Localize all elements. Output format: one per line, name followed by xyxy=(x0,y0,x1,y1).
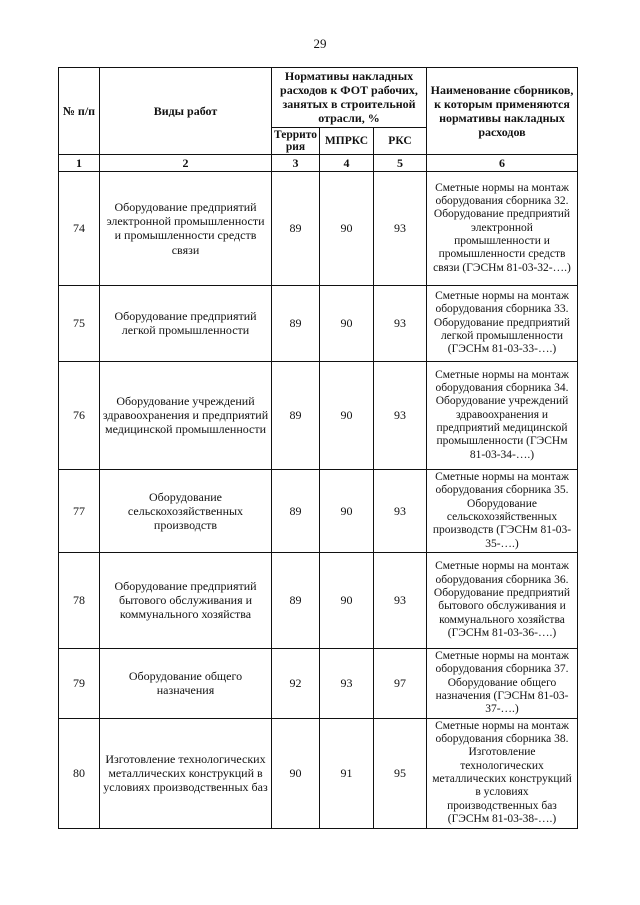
column-index-row xyxy=(59,154,578,171)
rks-value: 95 xyxy=(374,718,427,828)
mprks-value: 90 xyxy=(320,361,374,469)
territory-value: 89 xyxy=(272,469,320,552)
header-collections: Наименование сборников, к которым применяются нормативы накладных расходов xyxy=(427,68,578,155)
collection-name: Сметные нормы на монтаж оборудования сборника 34. Оборудование учреждений здравоохранения и предприятий медицинской промышленности (ГЭСНм 81-03-34-….) xyxy=(427,361,578,469)
table-row xyxy=(59,648,578,718)
territory-value: 89 xyxy=(272,552,320,648)
work-type: Изготовление технологических металлических конструкций в условиях производственных баз xyxy=(100,718,272,828)
table-row xyxy=(59,552,578,648)
mprks-value: 90 xyxy=(320,469,374,552)
mprks-value: 90 xyxy=(320,552,374,648)
collection-name: Сметные нормы на монтаж оборудования сборника 36. Оборудование предприятий бытового обслуживания и коммунального хозяйства (ГЭСНм 81-03-36-….) xyxy=(427,552,578,648)
collection-name: Сметные нормы на монтаж оборудования сборника 32. Оборудование предприятий электронной промышленности и промышленности средств связи (ГЭСНм 81-03-32-….) xyxy=(427,171,578,285)
row-number: 77 xyxy=(59,469,100,552)
row-number: 78 xyxy=(59,552,100,648)
column-index: 2 xyxy=(100,154,272,171)
territory-value: 90 xyxy=(272,718,320,828)
rks-value: 93 xyxy=(374,285,427,361)
collection-name: Сметные нормы на монтаж оборудования сборника 33. Оборудование предприятий легкой промышленности (ГЭСНм 81-03-33-….) xyxy=(427,285,578,361)
column-index: 6 xyxy=(427,154,578,171)
page-number: 29 xyxy=(313,36,327,51)
rks-value: 97 xyxy=(374,648,427,718)
rks-value: 93 xyxy=(374,469,427,552)
table-row xyxy=(59,718,578,828)
table-row xyxy=(59,285,578,361)
territory-value: 89 xyxy=(272,171,320,285)
row-number: 80 xyxy=(59,718,100,828)
header-mprks: МПРКС xyxy=(320,127,374,154)
row-number: 79 xyxy=(59,648,100,718)
header-norms: Нормативы накладных расходов к ФОТ рабочих, занятых в строительной отрасли, % xyxy=(272,68,427,128)
rks-value: 93 xyxy=(374,361,427,469)
header-rks: РКС xyxy=(374,127,427,154)
rks-value: 93 xyxy=(374,552,427,648)
row-number: 76 xyxy=(59,361,100,469)
work-type: Оборудование общего назначения xyxy=(100,648,272,718)
collection-name: Сметные нормы на монтаж оборудования сборника 35. Оборудование сельскохозяйственных производств (ГЭСНм 81-03-35-….) xyxy=(427,469,578,552)
territory-value: 89 xyxy=(272,361,320,469)
mprks-value: 90 xyxy=(320,171,374,285)
column-index: 5 xyxy=(374,154,427,171)
work-type: Оборудование сельскохозяйственных производств xyxy=(100,469,272,552)
column-index: 1 xyxy=(59,154,100,171)
overhead-norms-table xyxy=(58,67,578,829)
rks-value: 93 xyxy=(374,171,427,285)
header-num: № п/п xyxy=(59,68,100,155)
territory-value: 92 xyxy=(272,648,320,718)
collection-name: Сметные нормы на монтаж оборудования сборника 37. Оборудование общего назначения (ГЭСНм 81-03-37-….) xyxy=(427,648,578,718)
row-number: 74 xyxy=(59,171,100,285)
table-header-row xyxy=(59,68,578,128)
header-territory: Террито рия xyxy=(272,127,320,154)
work-type: Оборудование предприятий легкой промышленности xyxy=(100,285,272,361)
collection-name: Сметные нормы на монтаж оборудования сборника 38. Изготовление технологических металлических конструкций в условиях производственных баз (ГЭСНм 81-03-38-….) xyxy=(427,718,578,828)
mprks-value: 90 xyxy=(320,285,374,361)
mprks-value: 91 xyxy=(320,718,374,828)
table-row xyxy=(59,469,578,552)
work-type: Оборудование предприятий бытового обслуживания и коммунального хозяйства xyxy=(100,552,272,648)
table-row xyxy=(59,361,578,469)
column-index: 3 xyxy=(272,154,320,171)
territory-value: 89 xyxy=(272,285,320,361)
column-index: 4 xyxy=(320,154,374,171)
row-number: 75 xyxy=(59,285,100,361)
work-type: Оборудование учреждений здравоохранения и предприятий медицинской промышленности xyxy=(100,361,272,469)
work-type: Оборудование предприятий электронной промышленности и промышленности средств связи xyxy=(100,171,272,285)
table-row xyxy=(59,171,578,285)
header-works: Виды работ xyxy=(100,68,272,155)
mprks-value: 93 xyxy=(320,648,374,718)
